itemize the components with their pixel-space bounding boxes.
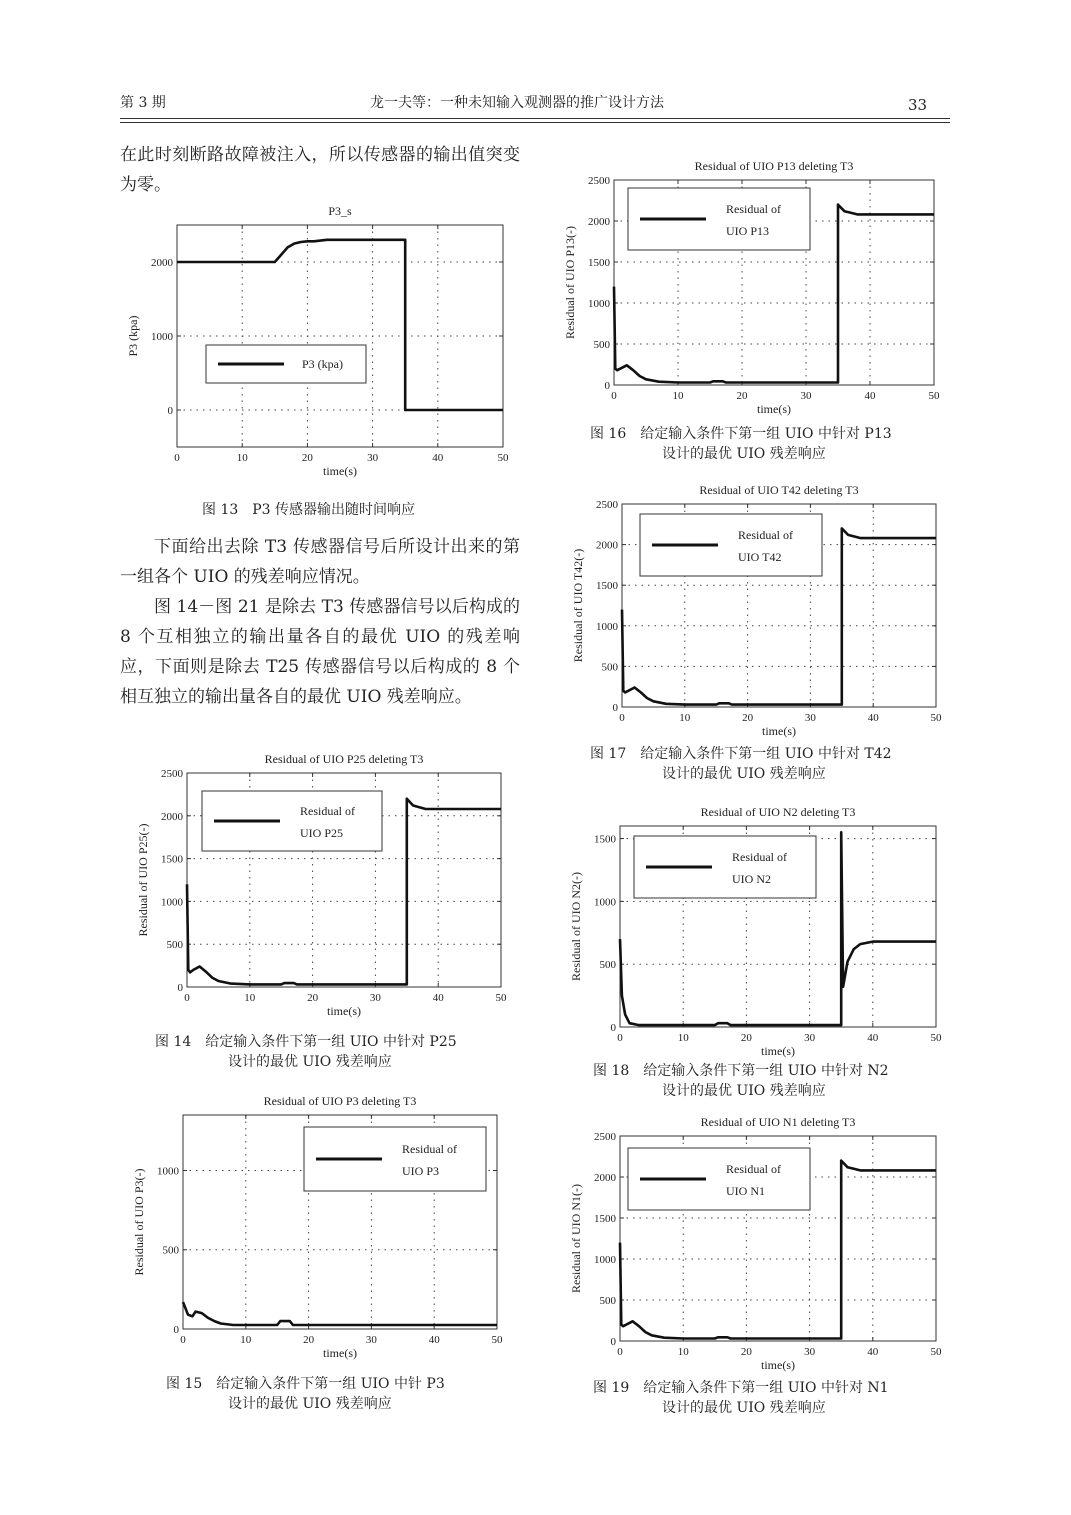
x-tick-label: 50 [495,992,507,1004]
x-axis-label: time(s) [757,402,791,416]
y-tick-label: 2000 [151,257,173,269]
x-tick-label: 20 [736,390,748,402]
figure-16-chart [560,152,960,422]
y-tick-label: 1000 [596,620,618,633]
legend-label: Residual of [726,202,781,216]
legend-label: Residual of [726,1162,781,1176]
x-tick-label: 20 [301,452,313,464]
header-rule [120,118,950,119]
caption-fig16-line2: 设计的最优 UIO 残差响应 [662,446,826,462]
chart-title: Residual of UIO N2 deleting T3 [700,805,856,819]
x-tick-label: 40 [864,390,876,402]
x-axis-label: time(s) [761,1044,795,1058]
x-axis-label: time(s) [327,1004,361,1018]
y-tick-label: 0 [173,1324,179,1336]
chart-title: P3_s [328,204,352,218]
y-tick-label: 0 [604,380,610,392]
legend-label: UIO N2 [732,872,771,886]
caption-fig15-line2: 设计的最优 UIO 残差响应 [228,1396,392,1412]
y-axis-label: Residual of UIO T42(-) [571,548,585,663]
y-tick-label: 500 [593,339,610,351]
y-tick-label: 2500 [161,768,183,780]
header-issue: 第 3 期 [120,95,166,111]
y-tick-label: 1500 [594,833,616,846]
caption-fig18-line1: 图 18 给定输入条件下第一组 UIO 中针对 N2 [593,1063,889,1079]
x-tick-label: 10 [672,390,684,402]
caption-fig19-line1: 图 19 给定输入条件下第一组 UIO 中针对 N1 [593,1380,889,1396]
y-axis-label: Residual of UIO N2(-) [569,872,583,981]
chart-title: Residual of UIO N1 deleting T3 [700,1115,856,1129]
caption-fig13: 图 13 P3 传感器输出随时间响应 [202,502,416,518]
x-tick-label: 10 [240,1334,252,1346]
y-tick-label: 2500 [588,175,610,187]
legend-label: Residual of [738,528,793,542]
y-tick-label: 0 [177,982,183,994]
legend-label: UIO P13 [726,224,770,238]
paragraph-intro: 在此时刻断路故障被注入，所以传感器的输出值突变为零。 [120,145,520,195]
x-tick-label: 10 [677,1032,689,1044]
x-tick-label: 40 [432,992,444,1004]
y-tick-label: 1000 [157,1165,179,1178]
legend-label: Residual of [732,850,787,864]
x-tick-label: 0 [611,390,617,402]
x-tick-label: 10 [244,992,256,1004]
y-tick-label: 2000 [161,810,183,823]
x-tick-label: 40 [428,1334,440,1346]
y-tick-label: 2000 [588,216,610,228]
x-tick-label: 30 [800,390,812,402]
caption-fig16-line1: 图 16 给定输入条件下第一组 UIO 中针对 P13 [590,426,892,442]
figure-18-chart [560,795,960,1065]
y-tick-label: 1000 [594,896,616,909]
legend-label: Residual of [402,1142,457,1156]
header-title: 龙一夫等：一种未知输入观测器的推广设计方法 [370,95,664,111]
y-axis-label: Residual of UIO N1(-) [569,1184,583,1293]
y-axis-label: Residual of UIO P13(-) [563,226,577,339]
y-tick-label: 500 [599,1295,616,1307]
y-tick-label: 2500 [594,1131,616,1143]
y-tick-label: 1000 [151,331,173,343]
y-axis-label: P3 (kpa) [126,315,140,357]
y-tick-label: 2000 [594,1172,616,1184]
x-tick-label: 50 [491,1334,503,1346]
caption-fig18-line2: 设计的最优 UIO 残差响应 [662,1083,826,1099]
y-axis-label: Residual of UIO P3(-) [132,1168,146,1276]
x-axis-label: time(s) [323,464,357,478]
legend-label: UIO P25 [300,826,344,840]
caption-fig14-line1: 图 14 给定输入条件下第一组 UIO 中针对 P25 [155,1034,457,1050]
caption-fig14-line2: 设计的最优 UIO 残差响应 [228,1054,392,1070]
x-tick-label: 20 [742,712,754,724]
x-axis-label: time(s) [323,1346,357,1360]
y-tick-label: 1000 [594,1254,616,1266]
chart-title: Residual of UIO P3 deleting T3 [263,1094,417,1108]
y-tick-label: 0 [610,1022,616,1034]
caption-fig19-line2: 设计的最优 UIO 残差响应 [662,1400,826,1416]
x-axis-label: time(s) [762,724,796,738]
x-tick-label: 0 [184,992,190,1004]
legend-label: UIO N1 [726,1184,765,1198]
page-number: 33 [908,96,928,114]
paragraph-3: 图 14－图 21 是除去 T3 传感器信号以后构成的 8 个互相独立的输出量各自的最优 UIO 的残差响应，下面则是除去 T25 传感器信号以后构成的 8 个相互独立的输出量各自的最优 UIO 残差响应。 [120,597,520,707]
x-tick-label: 30 [804,712,816,724]
chart-title: Residual of UIO T42 deleting T3 [699,483,859,497]
figure-17-chart [560,476,960,746]
x-tick-label: 50 [497,452,509,464]
x-tick-label: 30 [367,452,379,464]
legend-label: UIO P3 [402,1164,440,1178]
x-tick-label: 20 [307,992,319,1004]
x-axis-label: time(s) [761,1358,795,1372]
x-tick-label: 40 [867,1032,879,1044]
caption-fig17-line2: 设计的最优 UIO 残差响应 [662,766,826,782]
y-tick-label: 0 [612,702,618,714]
x-tick-label: 50 [930,1346,942,1358]
x-tick-label: 0 [617,1346,623,1358]
y-tick-label: 1000 [588,298,610,310]
x-tick-label: 0 [180,1334,186,1346]
x-tick-label: 20 [303,1334,315,1346]
x-tick-label: 20 [740,1032,752,1044]
y-tick-label: 0 [167,405,173,417]
chart-title: Residual of UIO P25 deleting T3 [264,752,424,766]
caption-fig15-line1: 图 15 给定输入条件下第一组 UIO 中针 P3 [166,1376,445,1392]
y-tick-label: 0 [610,1336,616,1348]
x-tick-label: 40 [432,452,444,464]
x-tick-label: 0 [174,452,180,464]
x-tick-label: 10 [679,712,691,724]
chart-title: Residual of UIO P13 deleting T3 [694,159,854,173]
x-tick-label: 30 [365,1334,377,1346]
header-rule-thin [120,122,950,123]
y-tick-label: 500 [162,1244,179,1257]
x-tick-label: 30 [804,1346,816,1358]
y-tick-label: 1500 [596,580,618,593]
legend-label: UIO T42 [738,550,782,564]
y-tick-label: 500 [601,661,618,674]
x-tick-label: 10 [677,1346,689,1358]
figure-19-chart [560,1110,960,1382]
y-tick-label: 1500 [594,1213,616,1225]
legend-label: Residual of [300,804,355,818]
x-tick-label: 50 [930,1032,942,1044]
paragraph-2: 下面给出去除 T3 传感器信号后所设计出来的第一组各个 UIO 的残差响应情况。 [120,537,520,587]
x-tick-label: 40 [867,1346,879,1358]
caption-fig17-line1: 图 17 给定输入条件下第一组 UIO 中针对 T42 [590,746,892,762]
x-tick-label: 30 [369,992,381,1004]
y-axis-label: Residual of UIO P25(-) [136,823,150,937]
y-tick-label: 1000 [161,896,183,909]
figure-14-chart [120,743,530,1028]
y-tick-label: 1500 [161,853,183,866]
legend-label: P3 (kpa) [302,357,343,371]
x-tick-label: 0 [619,712,625,724]
y-tick-label: 1500 [588,257,610,269]
x-tick-label: 20 [740,1346,752,1358]
y-tick-label: 500 [599,959,616,972]
x-tick-label: 0 [617,1032,623,1044]
y-tick-label: 2500 [596,499,618,511]
x-tick-label: 40 [867,712,879,724]
x-tick-label: 50 [928,390,940,402]
x-tick-label: 30 [804,1032,816,1044]
figure-15-chart [120,1085,530,1370]
y-tick-label: 2000 [596,539,618,552]
figure-13-chart [120,195,530,490]
x-tick-label: 10 [236,452,248,464]
y-tick-label: 500 [166,939,183,952]
x-tick-label: 50 [930,712,942,724]
